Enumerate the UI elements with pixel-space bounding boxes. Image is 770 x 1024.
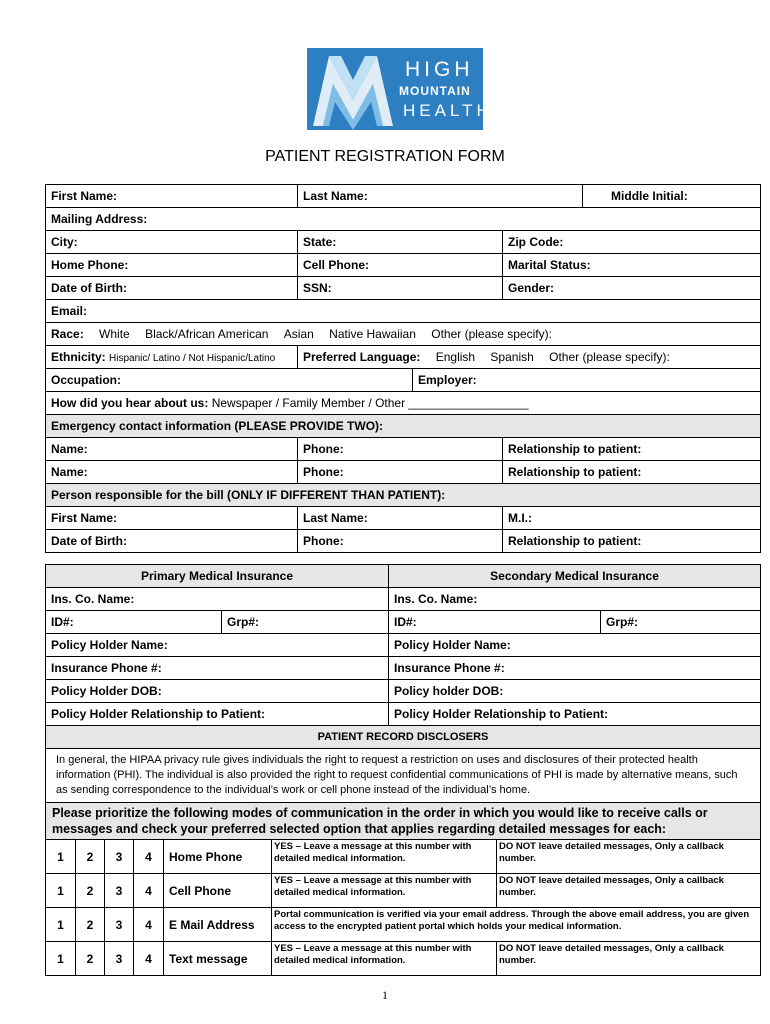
record-disclosers-header: PATIENT RECORD DISCLOSERS	[46, 726, 761, 749]
language-option-other[interactable]: Other (please specify):	[549, 350, 670, 364]
responsible-first-name-field[interactable]: First Name:	[46, 507, 298, 530]
secondary-id-field[interactable]: ID#:	[389, 611, 601, 634]
primary-insurance-header: Primary Medical Insurance	[46, 565, 389, 588]
mode-4-no-option[interactable]: DO NOT leave detailed messages, Only a callback number.	[497, 942, 761, 976]
primary-insurance-phone-field[interactable]: Insurance Phone #:	[46, 657, 389, 680]
emergency-relationship-1-field[interactable]: Relationship to patient:	[503, 438, 761, 461]
mode-1-priority-2[interactable]: 2	[76, 840, 105, 874]
how-did-you-hear-row[interactable]	[46, 392, 761, 415]
prioritize-instructions: Please prioritize the following modes of communication in the order in which you would like to receive calls or messages and check your preferred selected option that applies regarding detailed messages for each:	[46, 803, 761, 840]
middle-initial-label: Middle Initial:	[611, 189, 688, 203]
mode-3-priority-2[interactable]: 2	[76, 908, 105, 942]
mode-1-priority-1[interactable]: 1	[46, 840, 76, 874]
secondary-insurance-header: Secondary Medical Insurance	[389, 565, 761, 588]
emergency-relationship-2-field[interactable]: Relationship to patient:	[503, 461, 761, 484]
logo-text-health: HEALTH	[403, 101, 493, 120]
race-option-native-hawaiian[interactable]: Native Hawaiian	[329, 327, 416, 341]
emergency-name-2-field[interactable]: Name:	[46, 461, 298, 484]
ssn-field[interactable]: SSN:	[298, 277, 503, 300]
high-mountain-health-logo	[307, 48, 493, 130]
secondary-holder-dob-field[interactable]: Policy holder DOB:	[389, 680, 761, 703]
mode-2-priority-2[interactable]: 2	[76, 874, 105, 908]
secondary-ins-co-field[interactable]: Ins. Co. Name:	[389, 588, 761, 611]
mode-2-no-option[interactable]: DO NOT leave detailed messages, Only a callback number.	[497, 874, 761, 908]
mode-4-priority-4[interactable]: 4	[134, 942, 164, 976]
ethnicity-label: Ethnicity:	[51, 350, 106, 364]
home-phone-field[interactable]: Home Phone:	[46, 254, 298, 277]
language-option-spanish[interactable]: Spanish	[490, 350, 534, 364]
ethnicity-options[interactable]: Hispanic/ Latino / Not Hispanic/Latino	[109, 353, 276, 364]
primary-holder-relationship-field[interactable]: Policy Holder Relationship to Patient:	[46, 703, 389, 726]
race-row	[46, 323, 761, 346]
emergency-contact-header: Emergency contact information (PLEASE PROVIDE TWO):	[46, 415, 761, 438]
logo-text-mountain: MOUNTAIN	[399, 84, 471, 98]
mode-2-priority-3[interactable]: 3	[105, 874, 134, 908]
mode-4-priority-1[interactable]: 1	[46, 942, 76, 976]
marital-status-field[interactable]: Marital Status:	[503, 254, 761, 277]
secondary-policy-holder-field[interactable]: Policy Holder Name:	[389, 634, 761, 657]
emergency-phone-2-field[interactable]: Phone:	[298, 461, 503, 484]
mode-3-priority-4[interactable]: 4	[134, 908, 164, 942]
page-number: 1	[382, 988, 388, 1002]
race-label: Race:	[51, 327, 84, 341]
mode-3-label: E Mail Address	[164, 908, 272, 942]
date-of-birth-field[interactable]: Date of Birth:	[46, 277, 298, 300]
last-name-field[interactable]: Last Name:	[298, 185, 583, 208]
secondary-holder-relationship-field[interactable]: Policy Holder Relationship to Patient:	[389, 703, 761, 726]
first-name-field[interactable]: First Name:	[46, 185, 298, 208]
secondary-insurance-phone-field[interactable]: Insurance Phone #:	[389, 657, 761, 680]
middle-initial-field[interactable]	[583, 185, 761, 208]
preferred-language-cell	[298, 346, 761, 369]
responsible-last-name-field[interactable]: Last Name:	[298, 507, 503, 530]
responsible-mi-field[interactable]: M.I.:	[503, 507, 761, 530]
primary-grp-field[interactable]: Grp#:	[222, 611, 389, 634]
mode-1-no-option[interactable]: DO NOT leave detailed messages, Only a callback number.	[497, 840, 761, 874]
mode-1-priority-4[interactable]: 4	[134, 840, 164, 874]
language-option-english[interactable]: English	[435, 350, 476, 364]
primary-ins-co-field[interactable]: Ins. Co. Name:	[46, 588, 389, 611]
mode-3-priority-3[interactable]: 3	[105, 908, 134, 942]
emergency-phone-1-field[interactable]: Phone:	[298, 438, 503, 461]
mode-3-portal-option[interactable]: Portal communication is verified via your email address. Through the above email address, you are given access to the encrypted patient portal which holds your medical information.	[272, 908, 761, 942]
race-option-white[interactable]: White	[99, 327, 130, 341]
mode-2-label: Cell Phone	[164, 874, 272, 908]
employer-field[interactable]: Employer:	[413, 369, 761, 392]
race-option-black[interactable]: Black/African American	[145, 327, 269, 341]
mode-1-priority-3[interactable]: 3	[105, 840, 134, 874]
insurance-and-disclosure-table	[45, 564, 761, 976]
hipaa-paragraph: In general, the HIPAA privacy rule gives individuals the right to request a restriction on uses and disclosures of their protected health information (PHI). The individual is also provided the right to request confidential communications of PHI is made by alternative means, such as sending correspondence to the individual’s work or cell phone instead of the individual’s home.	[46, 749, 761, 803]
mode-4-priority-3[interactable]: 3	[105, 942, 134, 976]
secondary-grp-field[interactable]: Grp#:	[601, 611, 761, 634]
mailing-address-field[interactable]: Mailing Address:	[46, 208, 761, 231]
primary-holder-dob-field[interactable]: Policy Holder DOB:	[46, 680, 389, 703]
mode-4-label: Text message	[164, 942, 272, 976]
mode-1-yes-option[interactable]: YES – Leave a message at this number with detailed medical information.	[272, 840, 497, 874]
cell-phone-field[interactable]: Cell Phone:	[298, 254, 503, 277]
mode-2-priority-1[interactable]: 1	[46, 874, 76, 908]
mode-4-yes-option[interactable]: YES – Leave a message at this number with detailed medical information.	[272, 942, 497, 976]
primary-id-field[interactable]: ID#:	[46, 611, 222, 634]
logo-text-high: HIGH	[405, 58, 474, 81]
ethnicity-cell	[46, 346, 298, 369]
emergency-name-1-field[interactable]: Name:	[46, 438, 298, 461]
gender-field[interactable]: Gender:	[503, 277, 761, 300]
responsible-relationship-field[interactable]: Relationship to patient:	[503, 530, 761, 553]
mode-2-priority-4[interactable]: 4	[134, 874, 164, 908]
state-field[interactable]: State:	[298, 231, 503, 254]
form-title: PATIENT REGISTRATION FORM	[265, 148, 505, 165]
city-field[interactable]: City:	[46, 231, 298, 254]
occupation-field[interactable]: Occupation:	[46, 369, 413, 392]
responsible-phone-field[interactable]: Phone:	[298, 530, 503, 553]
primary-policy-holder-field[interactable]: Policy Holder Name:	[46, 634, 389, 657]
how-did-you-hear-options: Newspaper / Family Member / Other __________________	[211, 396, 529, 410]
mode-3-priority-1[interactable]: 1	[46, 908, 76, 942]
zip-code-field[interactable]: Zip Code:	[503, 231, 761, 254]
responsible-party-header: Person responsible for the bill (ONLY IF DIFFERENT THAN PATIENT):	[46, 484, 761, 507]
patient-info-table	[45, 184, 761, 553]
mode-1-label: Home Phone	[164, 840, 272, 874]
email-field[interactable]: Email:	[46, 300, 761, 323]
preferred-language-label: Preferred Language:	[303, 350, 421, 364]
responsible-dob-field[interactable]: Date of Birth:	[46, 530, 298, 553]
mode-2-yes-option[interactable]: YES – Leave a message at this number with detailed medical information.	[272, 874, 497, 908]
how-did-you-hear-label: How did you hear about us:	[51, 396, 209, 410]
race-option-other[interactable]: Other (please specify):	[431, 327, 552, 341]
race-option-asian[interactable]: Asian	[283, 327, 314, 341]
mode-4-priority-2[interactable]: 2	[76, 942, 105, 976]
